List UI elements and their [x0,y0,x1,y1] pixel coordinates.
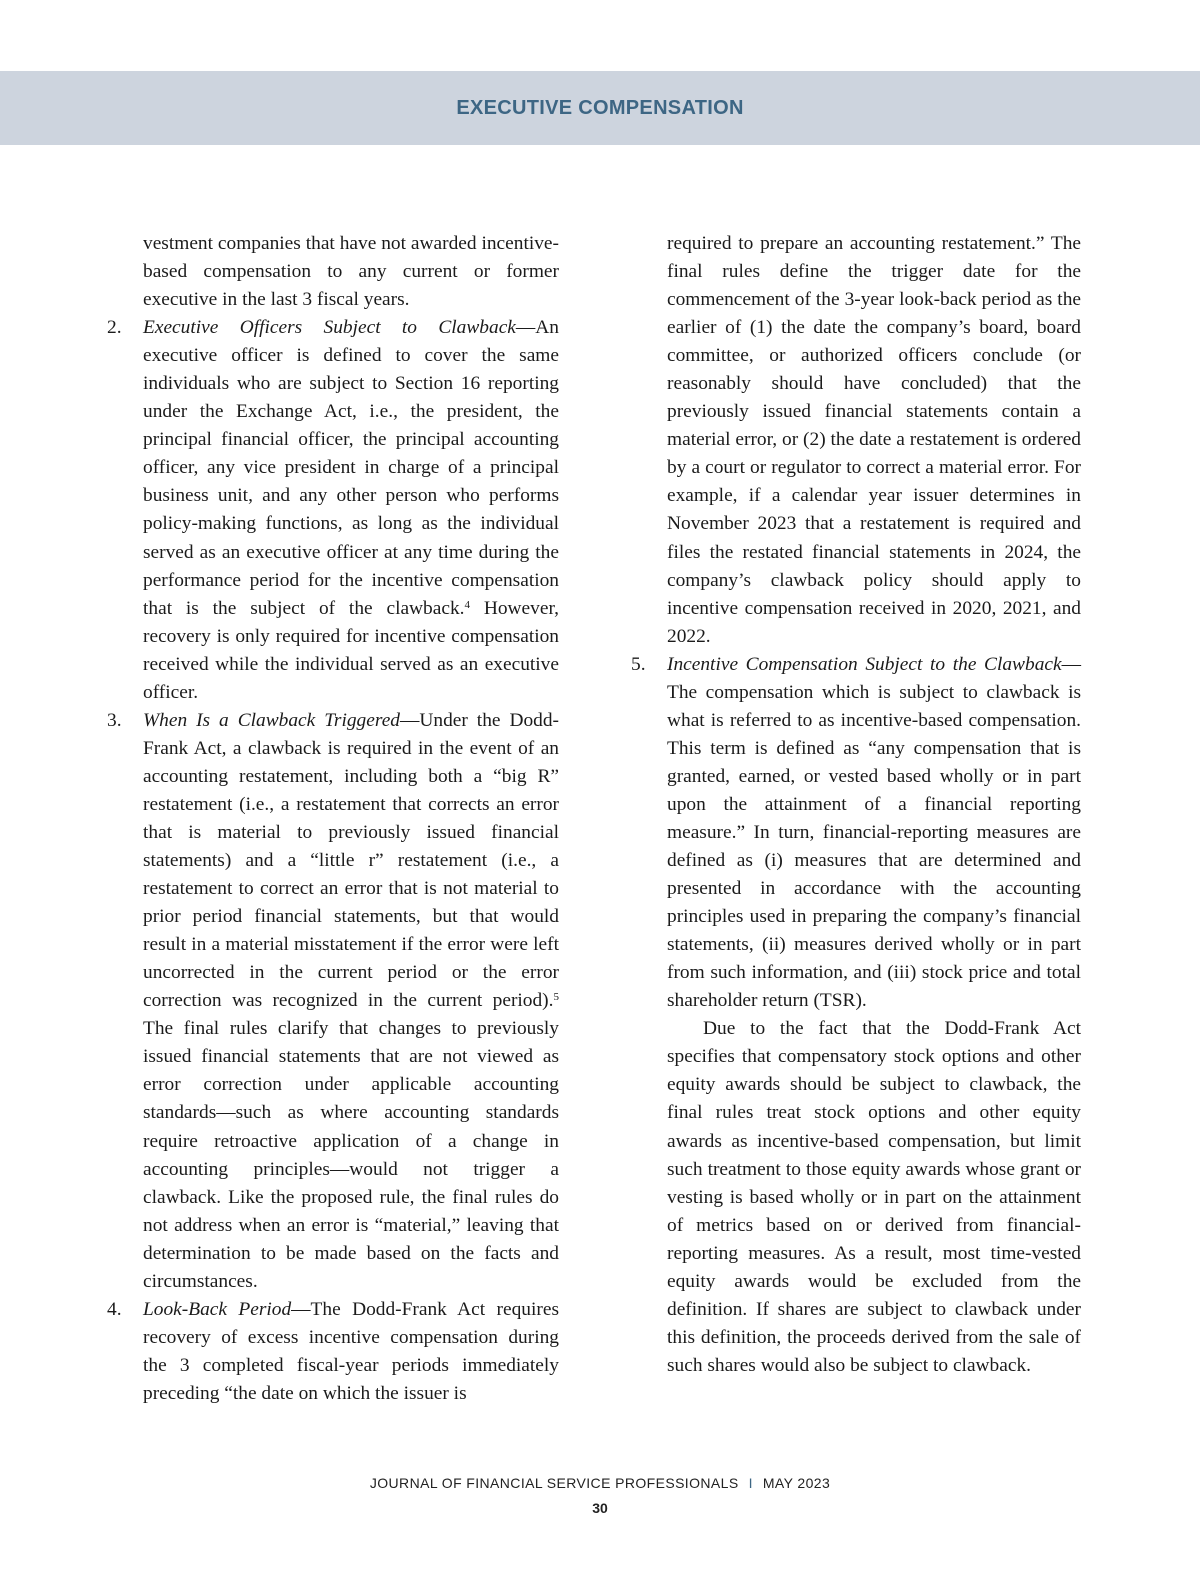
item-heading: Look-Back Period [143,1298,292,1320]
page-number: 30 [592,1500,608,1516]
item-body: —The compensation which is subject to clawback is what is referred to as incentive-based compensation. This term is defined as “any compensation that is granted, earned, or vested based wholly or in part upon the attainment of a financial reporting measure.” In turn, financial-reporting measures are defined as (i) measures that are determined and presented in accordance with the accounting principles used in preparing the company’s financial statements, (ii) measures derived wholly or in part from such information, and (iii) stock price and total shareholder return (TSR). [667,653,1081,1012]
list-item-5 [631,651,1081,1016]
closing-paragraph: Due to the fact that the Dodd-Frank Act specifies that compensatory stock options and other equity awards should be subject to clawback, the final rules treat stock options and other equity awards as incentive-based compensation, but limit such treatment to those equity awards whose grant or vesting is based wholly or in part on the attainment of metrics based on or derived from financial-reporting measures. As a result, most time-vested equity awards would be excluded from the definition. If shares are subject to clawback under this definition, the proceeds derived from the sale of such shares would also be subject to clawback. [667,1018,1081,1376]
footnote-ref: 4 [464,598,471,611]
continuation-paragraph: vestment companies that have not awarded incentive-based compensation to any current or former executive in the last 3 fiscal years. [143,233,559,311]
list-number: 3. [107,709,122,731]
item-body: —Under the Dodd-Frank Act, a clawback is required in the event of an accounting restatement, including both a “big R” restatement (i.e., a restatement that corrects an error that is material to previously issued financial statements) and a “little r” restatement (i.e., a restatement to correct an error that is not material to prior period financial statements, but that would result in a material misstatement if the error were left uncorrected in the current period or the error correction was recognized in the current period). [143,709,559,1012]
footer-journal-line [0,1475,1200,1491]
left-column [107,230,559,1408]
list-number: 5. [631,653,646,675]
right-column [631,230,1081,1380]
list-item-2 [107,314,559,707]
item-heading: When Is a Clawback Triggered [143,709,400,731]
list-number: 4. [107,1298,122,1320]
item-body: —An executive officer is defined to cover the same individuals who are subject to Section 16 reporting under the Exchange Act, i.e., the president, the principal financial officer, the principal accounting officer, any vice president in charge of a principal business unit, and any other person who performs policy-making functions, as long as the individual served as an executive officer at any time during the performance period for the incentive compensation that is the subject of the clawback. [143,317,559,619]
issue-date: MAY 2023 [762,1475,831,1491]
list-number: 2. [107,317,122,339]
journal-name: JOURNAL OF FINANCIAL SERVICE PROFESSIONALS [369,1475,739,1491]
section-banner [0,71,1200,145]
item-body: —The Dodd-Frank Act requires recovery of excess incentive compensation during the 3 completed fiscal-year periods immediately preceding “the date on which the issuer is [143,1298,559,1404]
section-title: EXECUTIVE COMPENSATION [456,96,744,119]
item-heading: Incentive Compensation Subject to the Clawback [667,653,1062,675]
list-item-3 [107,707,559,1296]
footer-separator: I [748,1475,753,1491]
footnote-ref: 5 [553,991,559,1004]
item-heading: Executive Officers Subject to Clawback [143,317,516,339]
item-body-cont: However, recovery is only required for incentive compensation received while the individual served as an executive officer. [143,597,559,703]
continuation-paragraph: required to prepare an accounting restatement.” The final rules define the trigger date for the commencement of the 3-year look-back period as the earlier of (1) the date the company’s board, board committee, or authorized officers conclude (or reasonably should have concluded) that the previously issued financial statements contain a material error, or (2) the date a restatement is ordered by a court or regulator to correct a material error. For example, if a calendar year issuer determines in November 2023 that a restatement is required and files the restated financial statements in 2024, the company’s clawback policy should apply to incentive compensation received in 2020, 2021, and 2022. [667,233,1081,647]
list-item-4 [107,1296,559,1408]
item-body-cont: The final rules clarify that changes to previously issued financial statements that are not viewed as error correction under applicable accounting standards—such as where accounting standards require retroactive application of a change in accounting principles—would not trigger a clawback. Like the proposed rule, the final rules do not address when an error is “material,” leaving that determination to be made based on the facts and circumstances. [143,1018,559,1292]
